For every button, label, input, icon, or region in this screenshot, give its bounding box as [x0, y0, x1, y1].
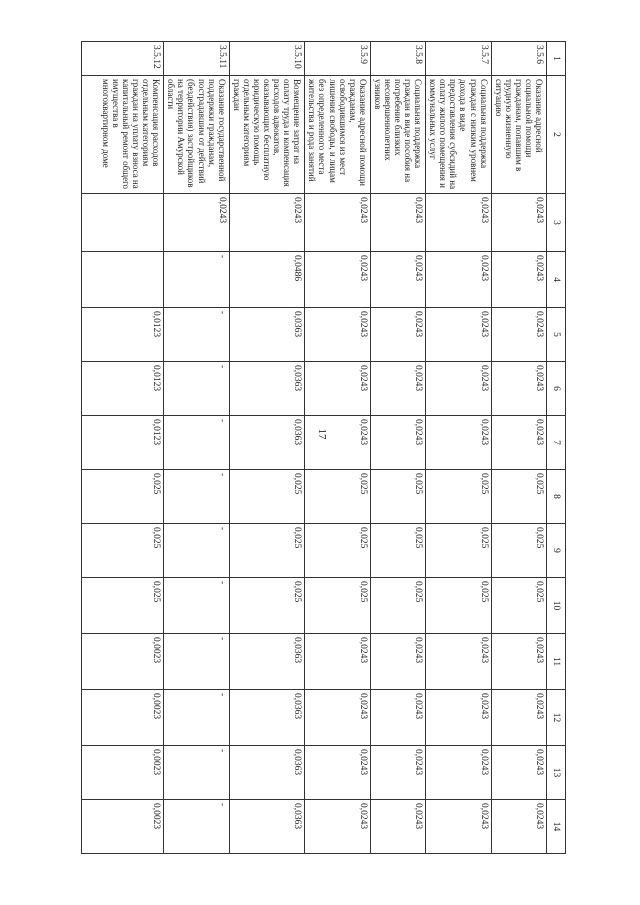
cell-value: 0,0243 — [491, 416, 546, 470]
cell-value: - — [164, 690, 229, 746]
column-header-14: 14 — [547, 800, 566, 854]
cell-value: 0,025 — [370, 578, 425, 634]
cell-value: - — [164, 362, 229, 416]
column-header-8: 8 — [547, 470, 566, 524]
cell-value: 0,0243 — [305, 308, 370, 362]
cell-value: 0,0243 — [426, 416, 491, 470]
cell-value: 0,0243 — [370, 800, 425, 854]
cell-value: 0,0023 — [82, 800, 164, 854]
cell-value: 0,0243 — [426, 746, 491, 800]
cell-value: 0,0363 — [229, 690, 305, 746]
cell-value: 0,025 — [229, 470, 305, 524]
table-row — [491, 42, 546, 854]
cell-value: 0,0243 — [491, 362, 546, 416]
cell-value: 0,025 — [370, 524, 425, 578]
cell-value: - — [164, 416, 229, 470]
cell-value: 0,0243 — [305, 416, 370, 470]
cell-value: - — [164, 634, 229, 690]
cell-value: 0,0243 — [491, 746, 546, 800]
column-header-12: 12 — [547, 690, 566, 746]
cell-value: 0,0243 — [370, 416, 425, 470]
cell-value: - — [164, 252, 229, 308]
cell-value: 0,0243 — [305, 690, 370, 746]
table-row — [229, 42, 305, 854]
table-row — [426, 42, 491, 854]
cell-value: 0,0123 — [82, 308, 164, 362]
cell-value: 0,0243 — [305, 634, 370, 690]
cell-value: 0,0243 — [370, 194, 425, 252]
cell-value: 0,025 — [305, 470, 370, 524]
column-header-1: 1 — [547, 42, 566, 76]
cell-value: 0,0243 — [370, 746, 425, 800]
column-header-9: 9 — [547, 524, 566, 578]
cell-value: 0,0023 — [82, 634, 164, 690]
cell-value: 0,0243 — [370, 362, 425, 416]
table-row — [82, 42, 164, 854]
cell-value: 0,0243 — [491, 800, 546, 854]
cell-value: 0,025 — [82, 578, 164, 634]
row-description: Социальная поддержка граждан с низким уровнем дохода в виде предоставления субсидий на оплату жилого помещения и коммунальных услуг — [426, 76, 491, 194]
cell-value: 0,0243 — [491, 308, 546, 362]
cell-value: 0,0123 — [82, 362, 164, 416]
row-description: Оказание адресной помощи гражданам, освободившимся из мест лишения свободы, и лицам без определенного места жительства и рода занятий — [305, 76, 370, 194]
cell-value: 0,0023 — [82, 746, 164, 800]
row-description: Компенсация расходов отдельным категориям граждан на уплату взноса на капитальный ремонт общего имущества в многоквартирном доме — [82, 76, 164, 194]
column-header-3: 3 — [547, 194, 566, 252]
cell-value: 0,025 — [491, 470, 546, 524]
table-row — [370, 42, 425, 854]
row-description: Социальная поддержка граждан в виде пособия на погребение близких несовершеннолетних узников — [370, 76, 425, 194]
cell-value: 0,0363 — [229, 746, 305, 800]
cell-value: 0,025 — [426, 524, 491, 578]
column-header-7: 7 — [547, 416, 566, 470]
cell-value: 0,0243 — [426, 308, 491, 362]
cell-value: 0,025 — [82, 470, 164, 524]
cell-value: - — [164, 308, 229, 362]
cell-value: 0,0123 — [82, 416, 164, 470]
cell-value: - — [164, 578, 229, 634]
page-number: 17 — [316, 428, 328, 440]
cell-value: 0,0243 — [426, 194, 491, 252]
cell-value: 0,025 — [305, 578, 370, 634]
cell-value: 0,025 — [305, 524, 370, 578]
row-id: 3.5.9 — [305, 42, 370, 76]
cell-value: 0,0363 — [229, 362, 305, 416]
cell-value: 0,0243 — [305, 194, 370, 252]
cell-value: 0,025 — [82, 524, 164, 578]
cell-value: 0,025 — [491, 578, 546, 634]
column-header-11: 11 — [547, 634, 566, 690]
row-id: 3.5.12 — [82, 42, 164, 76]
cell-value: 0,0243 — [491, 690, 546, 746]
column-header-13: 13 — [547, 746, 566, 800]
cell-value: 0,025 — [426, 470, 491, 524]
cell-value: 0,0243 — [305, 252, 370, 308]
cell-value: 0,0243 — [426, 690, 491, 746]
cell-value: 0,0243 — [370, 252, 425, 308]
document-table-wrapper — [88, 41, 566, 853]
cell-value: 0,0243 — [426, 800, 491, 854]
cell-value — [82, 252, 164, 308]
cell-value: 0,0243 — [491, 634, 546, 690]
table-row — [164, 42, 229, 854]
cell-value: 0,0363 — [229, 416, 305, 470]
data-table — [81, 41, 566, 854]
cell-value: 0,025 — [229, 578, 305, 634]
cell-value: - — [164, 800, 229, 854]
row-description: Оказание государственной поддержки гражданам, пострадавшим от действий (бездействия) застройщиков на территории Амурской области — [164, 76, 229, 194]
cell-value: 0,0243 — [426, 252, 491, 308]
cell-value: 0,0243 — [305, 362, 370, 416]
cell-value: 0,0243 — [426, 634, 491, 690]
cell-value: - — [164, 470, 229, 524]
row-id: 3.5.11 — [164, 42, 229, 76]
cell-value: 0,0243 — [305, 800, 370, 854]
cell-value: 0,0243 — [370, 634, 425, 690]
cell-value: 0,025 — [229, 524, 305, 578]
cell-value: 0,0363 — [229, 634, 305, 690]
cell-value: 0,025 — [370, 470, 425, 524]
cell-value — [82, 194, 164, 252]
cell-value: - — [164, 524, 229, 578]
cell-value: 0,0363 — [229, 800, 305, 854]
cell-value: 0,0363 — [229, 308, 305, 362]
row-description: Оказание адресной социальной помощи гражданам, попавшим в трудную жизненную ситуацию — [491, 76, 546, 194]
column-header-10: 10 — [547, 578, 566, 634]
cell-value: 0,0243 — [426, 362, 491, 416]
cell-value: 0,0243 — [164, 194, 229, 252]
header-row — [547, 42, 566, 854]
cell-value: 0,025 — [491, 524, 546, 578]
row-id: 3.5.8 — [370, 42, 425, 76]
column-header-6: 6 — [547, 362, 566, 416]
cell-value: - — [164, 746, 229, 800]
cell-value: 0,025 — [426, 578, 491, 634]
column-header-4: 4 — [547, 252, 566, 308]
cell-value: 0,0243 — [491, 194, 546, 252]
column-header-2: 2 — [547, 76, 566, 194]
row-id: 3.5.7 — [426, 42, 491, 76]
row-id: 3.5.10 — [229, 42, 305, 76]
column-header-5: 5 — [547, 308, 566, 362]
cell-value: 0,0243 — [305, 746, 370, 800]
row-id: 3.5.6 — [491, 42, 546, 76]
cell-value: 0,0243 — [370, 308, 425, 362]
cell-value: 0,0486 — [229, 252, 305, 308]
cell-value: 0,0243 — [229, 194, 305, 252]
cell-value: 0,0243 — [370, 690, 425, 746]
row-description: Возмещение затрат на оплату труда и компенсация расходов адвокатов, оказывающих бесплатную юридическую помощь отдельным категориям граждан — [229, 76, 305, 194]
cell-value: 0,0243 — [491, 252, 546, 308]
cell-value: 0,0023 — [82, 690, 164, 746]
table-row — [305, 42, 370, 854]
